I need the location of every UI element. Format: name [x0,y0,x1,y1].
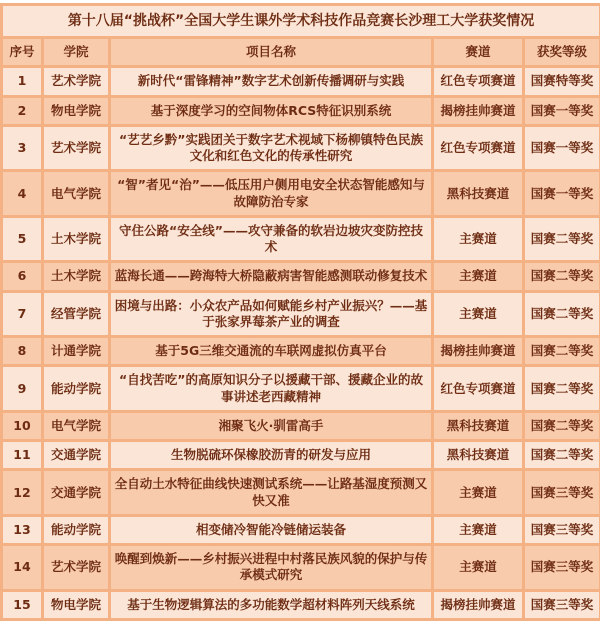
cell-award: 国赛二等奖 [525,367,599,410]
cell-college: 交通学院 [44,471,108,514]
cell-no: 10 [3,413,41,439]
cell-project: 全自动土水特征曲线快速测试系统——让路基湿度预测又快又准 [111,471,431,514]
cell-track: 揭榜挂帅赛道 [434,98,522,124]
cell-award: 国赛三等奖 [525,517,599,543]
cell-project: 唤醒到焕新——乡村振兴进程中村落民族风貌的保护与传承模式研究 [111,546,431,589]
cell-track: 主赛道 [434,546,522,589]
cell-award: 国赛二等奖 [525,218,599,261]
cell-project: 新时代“雷锋精神”数字艺术创新传播调研与实践 [111,68,431,94]
cell-no: 2 [3,98,41,124]
cell-award: 国赛三等奖 [525,592,599,618]
cell-college: 电气学院 [44,413,108,439]
cell-track: 主赛道 [434,517,522,543]
cell-college: 经管学院 [44,293,108,336]
cell-college: 能动学院 [44,367,108,410]
cell-no: 9 [3,367,41,410]
cell-track: 黑科技赛道 [434,413,522,439]
cell-no: 8 [3,338,41,364]
cell-track: 揭榜挂帅赛道 [434,338,522,364]
column-header-award: 获奖等级 [525,39,599,65]
cell-award: 国赛特等奖 [525,68,599,94]
cell-award: 国赛三等奖 [525,546,599,589]
table-row [3,218,599,261]
cell-award: 国赛二等奖 [525,413,599,439]
cell-college: 计通学院 [44,338,108,364]
table-row [3,98,599,124]
table-row [3,263,599,289]
award-table [0,3,600,621]
cell-award: 国赛一等奖 [525,127,599,170]
table-row [3,471,599,514]
cell-college: 物电学院 [44,98,108,124]
cell-award: 国赛一等奖 [525,98,599,124]
table-row [3,68,599,94]
cell-no: 11 [3,442,41,468]
cell-track: 红色专项赛道 [434,68,522,94]
table-row [3,517,599,543]
cell-project: 基于深度学习的空间物体RCS特征识别系统 [111,98,431,124]
cell-no: 6 [3,263,41,289]
cell-college: 物电学院 [44,592,108,618]
cell-award: 国赛二等奖 [525,442,599,468]
cell-college: 艺术学院 [44,127,108,170]
cell-no: 14 [3,546,41,589]
cell-project: 相变储冷智能冷链储运装备 [111,517,431,543]
cell-track: 主赛道 [434,263,522,289]
cell-college: 艺术学院 [44,546,108,589]
column-header-college: 学院 [44,39,108,65]
cell-project: 湘聚飞火·驯雷高手 [111,413,431,439]
cell-track: 揭榜挂帅赛道 [434,592,522,618]
table-row [3,592,599,618]
column-header-project: 项目名称 [111,39,431,65]
table-body [3,68,599,618]
cell-no: 5 [3,218,41,261]
cell-college: 交通学院 [44,442,108,468]
cell-track: 红色专项赛道 [434,127,522,170]
table-row [3,338,599,364]
cell-project: 困境与出路：小众农产品如何赋能乡村产业振兴？——基于张家界莓茶产业的调查 [111,293,431,336]
cell-award: 国赛二等奖 [525,338,599,364]
table-row [3,172,599,215]
header-row [3,39,599,65]
cell-project: “智”者见“治”——低压用户侧用电安全状态智能感知与故障防治专家 [111,172,431,215]
cell-project: 生物脱硫环保橡胶沥青的研发与应用 [111,442,431,468]
table-row [3,442,599,468]
cell-no: 12 [3,471,41,514]
table-row [3,413,599,439]
column-header-no: 序号 [3,39,41,65]
cell-award: 国赛三等奖 [525,471,599,514]
cell-track: 主赛道 [434,293,522,336]
cell-no: 15 [3,592,41,618]
cell-track: 黑科技赛道 [434,172,522,215]
cell-no: 7 [3,293,41,336]
column-header-track: 赛道 [434,39,522,65]
cell-college: 艺术学院 [44,68,108,94]
table-row [3,546,599,589]
cell-project: 蓝海长通——跨海特大桥隐蔽病害智能感测联动修复技术 [111,263,431,289]
cell-no: 3 [3,127,41,170]
cell-project: 守住公路“安全线”——攻守兼备的软岩边坡灾变防控技术 [111,218,431,261]
cell-no: 4 [3,172,41,215]
table-row [3,293,599,336]
cell-college: 能动学院 [44,517,108,543]
cell-project: “自找苦吃”的高原知识分子以援藏干部、援藏企业的故事讲述老西藏精神 [111,367,431,410]
cell-track: 主赛道 [434,471,522,514]
table-row [3,127,599,170]
cell-no: 13 [3,517,41,543]
cell-college: 电气学院 [44,172,108,215]
cell-track: 黑科技赛道 [434,442,522,468]
cell-project: 基于5G三维交通流的车联网虚拟仿真平台 [111,338,431,364]
cell-project: “艺艺乡黔”实践团关于数字艺术视域下杨柳镇特色民族文化和红色文化的传承性研究 [111,127,431,170]
cell-project: 基于生物逻辑算法的多功能数学超材料阵列天线系统 [111,592,431,618]
cell-track: 红色专项赛道 [434,367,522,410]
cell-college: 土木学院 [44,218,108,261]
page-title: 第十八届“挑战杯”全国大学生课外学术科技作品竞赛长沙理工大学获奖情况 [3,6,599,36]
cell-college: 土木学院 [44,263,108,289]
cell-award: 国赛二等奖 [525,293,599,336]
cell-award: 国赛二等奖 [525,263,599,289]
table-row [3,367,599,410]
title-row [3,6,599,36]
cell-no: 1 [3,68,41,94]
cell-track: 主赛道 [434,218,522,261]
cell-award: 国赛一等奖 [525,172,599,215]
